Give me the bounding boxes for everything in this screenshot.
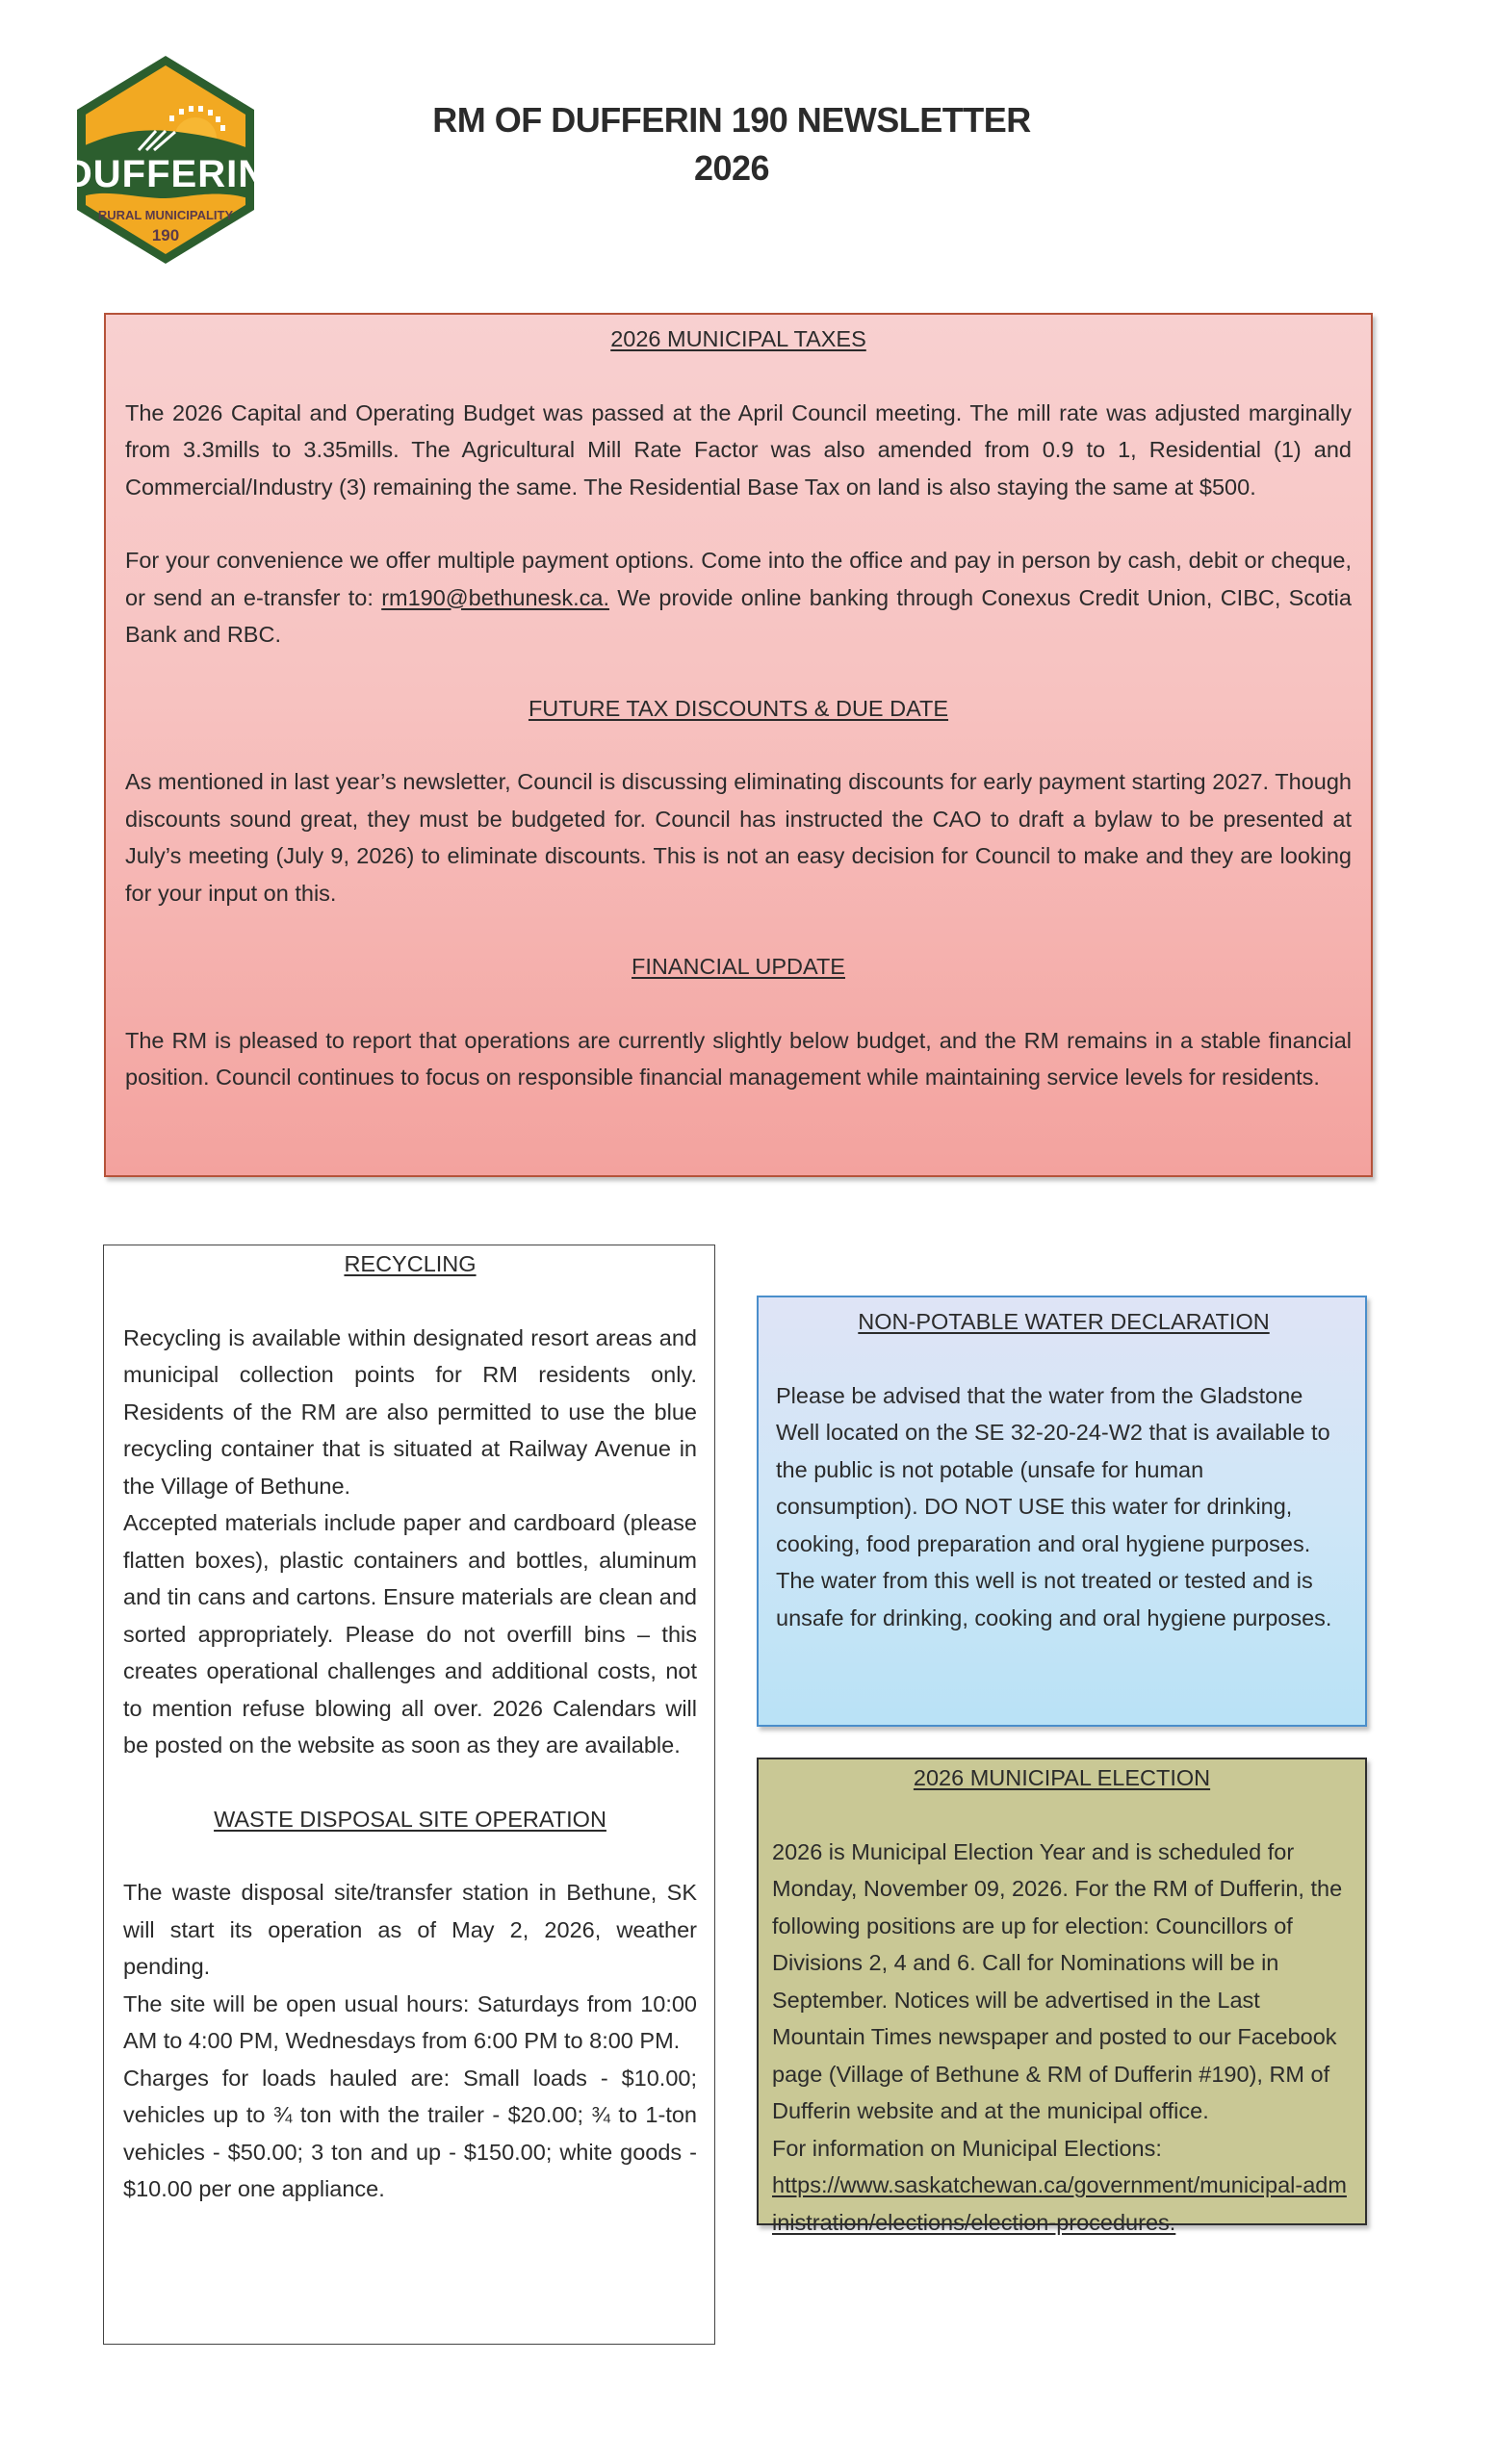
title-line-1: RM OF DUFFERIN 190 NEWSLETTER [432,100,1031,140]
section-heading-non-potable-water: NON-POTABLE WATER DECLARATION [858,1309,1270,1334]
section-heading-future-tax-discounts: FUTURE TAX DISCOUNTS & DUE DATE [528,695,949,721]
payment-text-after: We provide online banking through Conexus Credit Union, CIBC, Scotia Bank and RBC. [125,584,1352,647]
newsletter-title [366,96,1097,192]
recycling-and-waste-section [103,1245,715,2345]
payment-text-before: For your convenience we offer multiple payment options. Come into the office and pay in person by cash, debit or cheque, or send an e-transfer to: [125,548,1352,610]
logo-name: DUFFERIN [69,153,262,195]
section-heading-financial-update: FINANCIAL UPDATE [632,954,845,979]
water-declaration-paragraph: Please be advised that the water from the Gladstone Well located on the SE 32-20-24-W2 that is available to the public is not potable (unsafe for human consumption). DO NOT USE this water for drinking, cooking, food preparation and oral hygiene purposes. The water from this well is not treated or tested and is unsafe for drinking, cooking and oral hygiene purposes. [776,1382,1332,1630]
taxes-paragraph-payment [125,542,1352,654]
section-heading-recycling: RECYCLING [344,1251,477,1276]
waste-paragraph-charges: Charges for loads hauled are: Small loads - $10.00; vehicles up to ¾ ton with the trailer - $20.00; ¾ to 1-ton vehicles - $50.00; 3 ton and up - $150.00; white goods - $10.00 per one appliance. [123,2065,697,2201]
election-paragraph: 2026 is Municipal Election Year and is scheduled for Monday, November 09, 2026. For the RM of Dufferin, the following positions are up for election: Councillors of Divisions 2, 4 and 6. Call for Nominations will be in September. Notices will be advertised in the Last Mountain Times newspaper and posted to our Facebook page (Village of Bethune & RM of Dufferin #190), RM of Dufferin website and at the municipal office. [772,1838,1343,2123]
section-heading-municipal-election: 2026 MUNICIPAL ELECTION [913,1765,1211,1790]
waste-paragraph-start: The waste disposal site/transfer station in Bethune, SK will start its operation as of May 2, 2026, weather pending. [123,1880,697,1979]
logo-badge-icon [69,54,262,266]
discounts-paragraph: As mentioned in last year’s newsletter, Council is discussing eliminating discounts for early payment starting 2027. Though discounts sound great, they must be budgeted for. Council has instructed the CAO to draft a bylaw to be presented at July’s meeting (July 9, 2026) to eliminate discounts. This is not an easy decision for Council to make and they are looking for your input on this. [125,769,1352,906]
recycling-paragraph-materials: Accepted materials include paper and cardboard (please flatten boxes), plastic containers and bottles, aluminum and tin cans and cartons. Ensure materials are clean and sorted appropriately. Please do not overfill bins – this creates operational challenges and additional costs, not to mention refuse blowing all over. 2026 Calendars will be posted on the website as soon as they are available. [123,1510,697,1758]
municipal-taxes-section [104,313,1373,1177]
election-info-link[interactable]: https://www.saskatchewan.ca/government/municipal-administration/elections/election-procedures. [772,2172,1347,2235]
logo-subtitle: RURAL MUNICIPALITY [97,208,234,222]
election-info-label: For information on Municipal Elections: [772,2135,1162,2161]
email-link[interactable]: rm190@bethunesk.ca. [381,584,609,610]
section-heading-municipal-taxes: 2026 MUNICIPAL TAXES [610,326,866,351]
logo-number: 190 [151,226,180,244]
non-potable-water-section [757,1296,1367,1727]
municipal-election-section [757,1758,1367,2235]
waste-paragraph-hours: The site will be open usual hours: Saturdays from 10:00 AM to 4:00 PM, Wednesdays from 6:00 PM to 8:00 PM. [123,1990,697,2053]
title-line-2: 2026 [693,148,770,188]
section-heading-waste-disposal: WASTE DISPOSAL SITE OPERATION [214,1806,606,1832]
financial-update-paragraph: The RM is pleased to report that operations are currently slightly below budget, and the RM remains in a stable financial position. Council continues to focus on responsible financial management while maintaining service levels for residents. [125,1027,1352,1090]
taxes-paragraph-budget: The 2026 Capital and Operating Budget was passed at the April Council meeting. The mill rate was adjusted marginally from 3.3mills to 3.35mills. The Agricultural Mill Rate Factor was also amended from 0.9 to 1, Residential (1) and Commercial/Industry (3) remaining the same. The Residential Base Tax on land is also staying the same at $500. [125,399,1352,500]
dufferin-logo [69,54,262,266]
recycling-paragraph-availability: Recycling is available within designated resort areas and municipal collection points for RM residents only. Residents of the RM are also permitted to use the blue recycling container that is situated at Railway Avenue in the Village of Bethune. [123,1324,697,1499]
